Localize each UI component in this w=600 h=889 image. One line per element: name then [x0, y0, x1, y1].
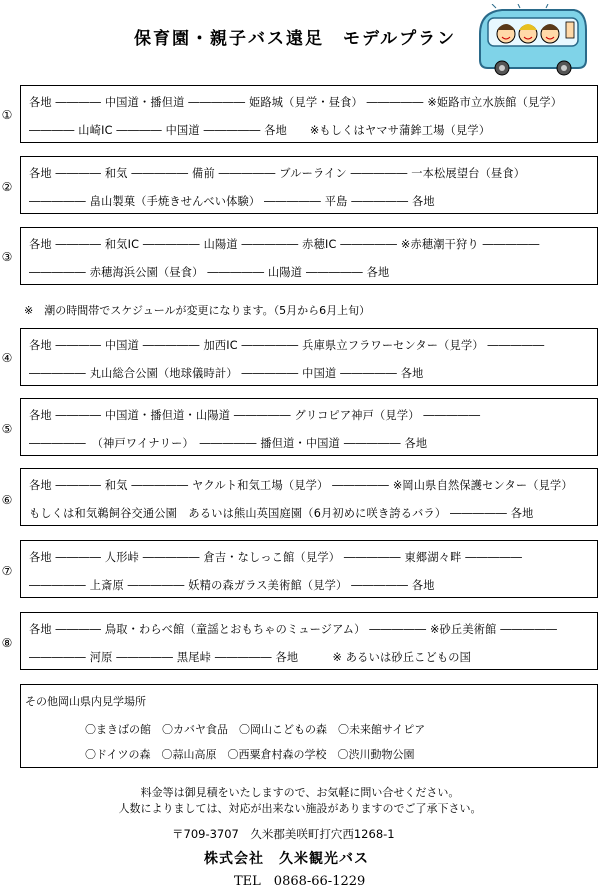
plan-box: [20, 468, 598, 526]
plan-route-line: ―――― 山崎IC ―――― 中国道 ――――― 各地 ※もしくはヤマサ蒲鉾工場（見学）: [29, 124, 491, 137]
footer-note: 人数によりましては、対応が出来ない施設がありますのでご了承下さい。: [118, 802, 482, 815]
plan-route-line: もしくは和気鵜飼谷交通公園 あるいは熊山英国庭園（6月初めに咲き誇るバラ） ――――― 各地: [29, 507, 534, 520]
plan-number: ⑦: [1, 564, 13, 578]
plan-number: ⑥: [1, 493, 13, 507]
page-title: 保育園・親子バス遠足 モデルプラン: [134, 29, 457, 49]
plan-number: ③: [1, 250, 13, 264]
plan-route-line: 各地 ―――― 中国道・播但道 ――――― 姫路城（見学・昼食） ――――― ※姫路市立水族館（見学）: [29, 96, 563, 109]
plan-route-line: ――――― 赤穂海浜公園（昼食） ――――― 山陽道 ――――― 各地: [29, 266, 390, 279]
plan-route-line: 各地 ―――― 和気 ――――― 備前 ――――― ブルーライン ――――― 一本松展望台（昼食）: [29, 167, 526, 180]
plan-route-line: ――――― 上斎原 ――――― 妖精の森ガラス美術館（見学） ――――― 各地: [29, 579, 435, 592]
other-places-row: 〇ドイツの森 〇蒜山高原 〇西粟倉村森の学校 〇渋川動物公園: [85, 748, 415, 761]
plan-number: ④: [1, 351, 13, 365]
plan-route-line: ――――― 河原 ――――― 黒尾峠 ――――― 各地 ※ あるいは砂丘こどもの国: [29, 651, 472, 664]
other-places-row: 〇まきばの館 〇カバヤ食品 〇岡山こどもの森 〇未来館サイピア: [85, 723, 426, 736]
plan-number: ②: [1, 180, 13, 194]
other-places-title: その他岡山県内見学場所: [25, 695, 146, 708]
plan-box: [20, 156, 598, 214]
plan-route-line: 各地 ―――― 鳥取・わらべ館（童謡とおもちゃのミュージアム） ――――― ※砂丘美術館 ―――――: [29, 623, 558, 636]
plan-box: [20, 612, 598, 670]
plan-route-line: 各地 ―――― 中国道 ――――― 加西IC ――――― 兵庫県立フラワーセンター（見学） ―――――: [29, 339, 545, 352]
plan-box: [20, 85, 598, 143]
other-places-box: [20, 684, 598, 768]
plan-box: [20, 540, 598, 598]
plan-box: [20, 227, 598, 285]
tide-note: ※ 潮の時間帯でスケジュールが変更になります。（5月から6月上旬）: [24, 304, 371, 317]
company-name: 株式会社 久米観光バス: [204, 851, 369, 867]
plan-route-line: ――――― 畠山製菓（手焼きせんべい体験） ――――― 平島 ――――― 各地: [29, 195, 435, 208]
company-phone: TEL 0868-66-1229: [234, 874, 366, 889]
footer-note: 料金等は御見積をいたしますので、お気軽に問い合せください。: [140, 786, 460, 799]
plan-route-line: 各地 ―――― 中国道・播但道・山陽道 ――――― グリコピア神戸（見学） ―――――: [29, 409, 481, 422]
plan-route-line: ――――― （神戸ワイナリー） ――――― 播但道・中国道 ――――― 各地: [29, 437, 428, 450]
plan-route-line: 各地 ―――― 人形峠 ――――― 倉吉・なしっこ館（見学） ――――― 東郷湖々畔 ―――――: [29, 551, 523, 564]
plan-box: [20, 398, 598, 456]
plan-route-line: ――――― 丸山総合公園（地球儀時計） ――――― 中国道 ――――― 各地: [29, 367, 424, 380]
plan-route-line: 各地 ―――― 和気 ――――― ヤクルト和気工場（見学） ――――― ※岡山県自然保護センター（見学）: [29, 479, 573, 492]
plan-box: [20, 328, 598, 386]
plan-number: ①: [1, 108, 13, 122]
bus-illustration-icon: [478, 4, 588, 78]
plan-number: ⑤: [1, 422, 13, 436]
plan-number: ⑧: [1, 636, 13, 650]
company-address: 〒709-3707 久米郡美咲町打穴西1268-1: [172, 827, 395, 841]
plan-route-line: 各地 ―――― 和気IC ――――― 山陽道 ――――― 赤穂IC ――――― ※赤穂潮干狩り ―――――: [29, 238, 540, 251]
